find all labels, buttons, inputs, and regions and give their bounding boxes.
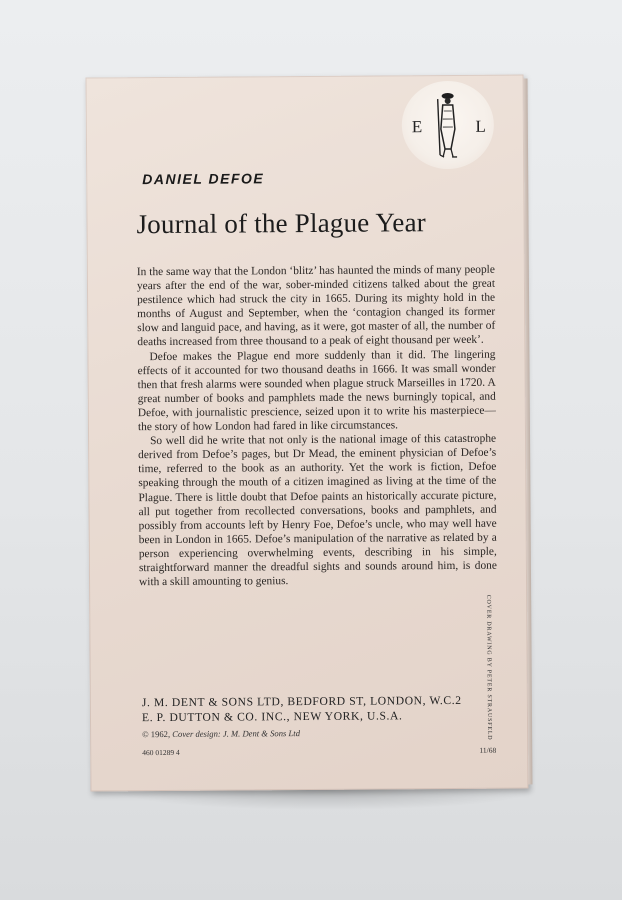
blurb-paragraph: Defoe makes the Plague end more suddenly than it did. The lingering effects of it accounted for two thousand deaths in 1666. It was small wonder then that fresh alarms were sounded when plague struck Marseilles in 1720. A great number of books and pamphlets made the news burningly topical, and Defoe, with journalistic prescience, seized upon it to write his masterpiece—the story of how London had fared in like circumstances.	[137, 348, 496, 434]
isbn-number: 460 01289 4	[142, 747, 180, 758]
book-edge	[524, 78, 533, 784]
copyright-year: © 1962,	[142, 728, 171, 740]
blurb-paragraph: In the same way that the London ‘blitz’ has haunted the minds of many people years after the end of the war, sober-minded citizens talked about the great pestilence which had struck the city in 1665. During its mighty hold in the months of August and September, when the ‘contagion changed its former slow and languid pace, and having, as it were, got master of all, the number of deaths increased from three thousand to a peak of eight thousand per week’.	[136, 263, 496, 349]
emblem-letter-l: L	[475, 116, 486, 136]
print-code: 11/68	[479, 745, 497, 755]
publisher-line: J. M. DENT & SONS LTD, BEDFORD ST, LONDON, W.C.2	[141, 693, 462, 710]
everyman-emblem	[402, 81, 495, 170]
book-back-cover	[86, 74, 529, 791]
emblem-letter-e: E	[411, 117, 423, 137]
publisher-block	[142, 693, 502, 726]
book-title: Journal of the Plague Year	[136, 207, 427, 240]
pilgrim-figure-icon	[434, 89, 463, 161]
blurb-text	[137, 263, 497, 590]
publisher-line: E. P. DUTTON & CO. INC., NEW YORK, U.S.A.	[141, 709, 403, 725]
blurb-paragraph: So well did he write that not only is the national image of this catastrophe derived from Defoe’s pages, but Dr Mead, the eminent physician of Defoe’s time, referred to the book as an authority. Yet the work is fiction, Defoe speaking through the mouth of a citizen imagined as living at the time of the Plague. There is little doubt that Defoe paints an historically accurate picture, all put together from recollected conversations, books and pamphlets, and possibly from accounts left by Henry Foe, Defoe’s uncle, who may well have been in London in 1665. Defoe’s manipulation of the narrative as related by a person experiencing overwhelming events, describing in his simple, straightforward manner the dreadful sights and sounds around him, is done with a skill amounting to genius.	[138, 432, 497, 589]
copyright-line	[142, 728, 300, 739]
cover-design-credit: Cover design: J. M. Dent & Sons Ltd	[172, 728, 301, 739]
author-name: DANIEL DEFOE	[142, 170, 265, 188]
cover-drawing-credit: COVER DRAWING BY PETER STRAUSFELD	[485, 594, 493, 741]
